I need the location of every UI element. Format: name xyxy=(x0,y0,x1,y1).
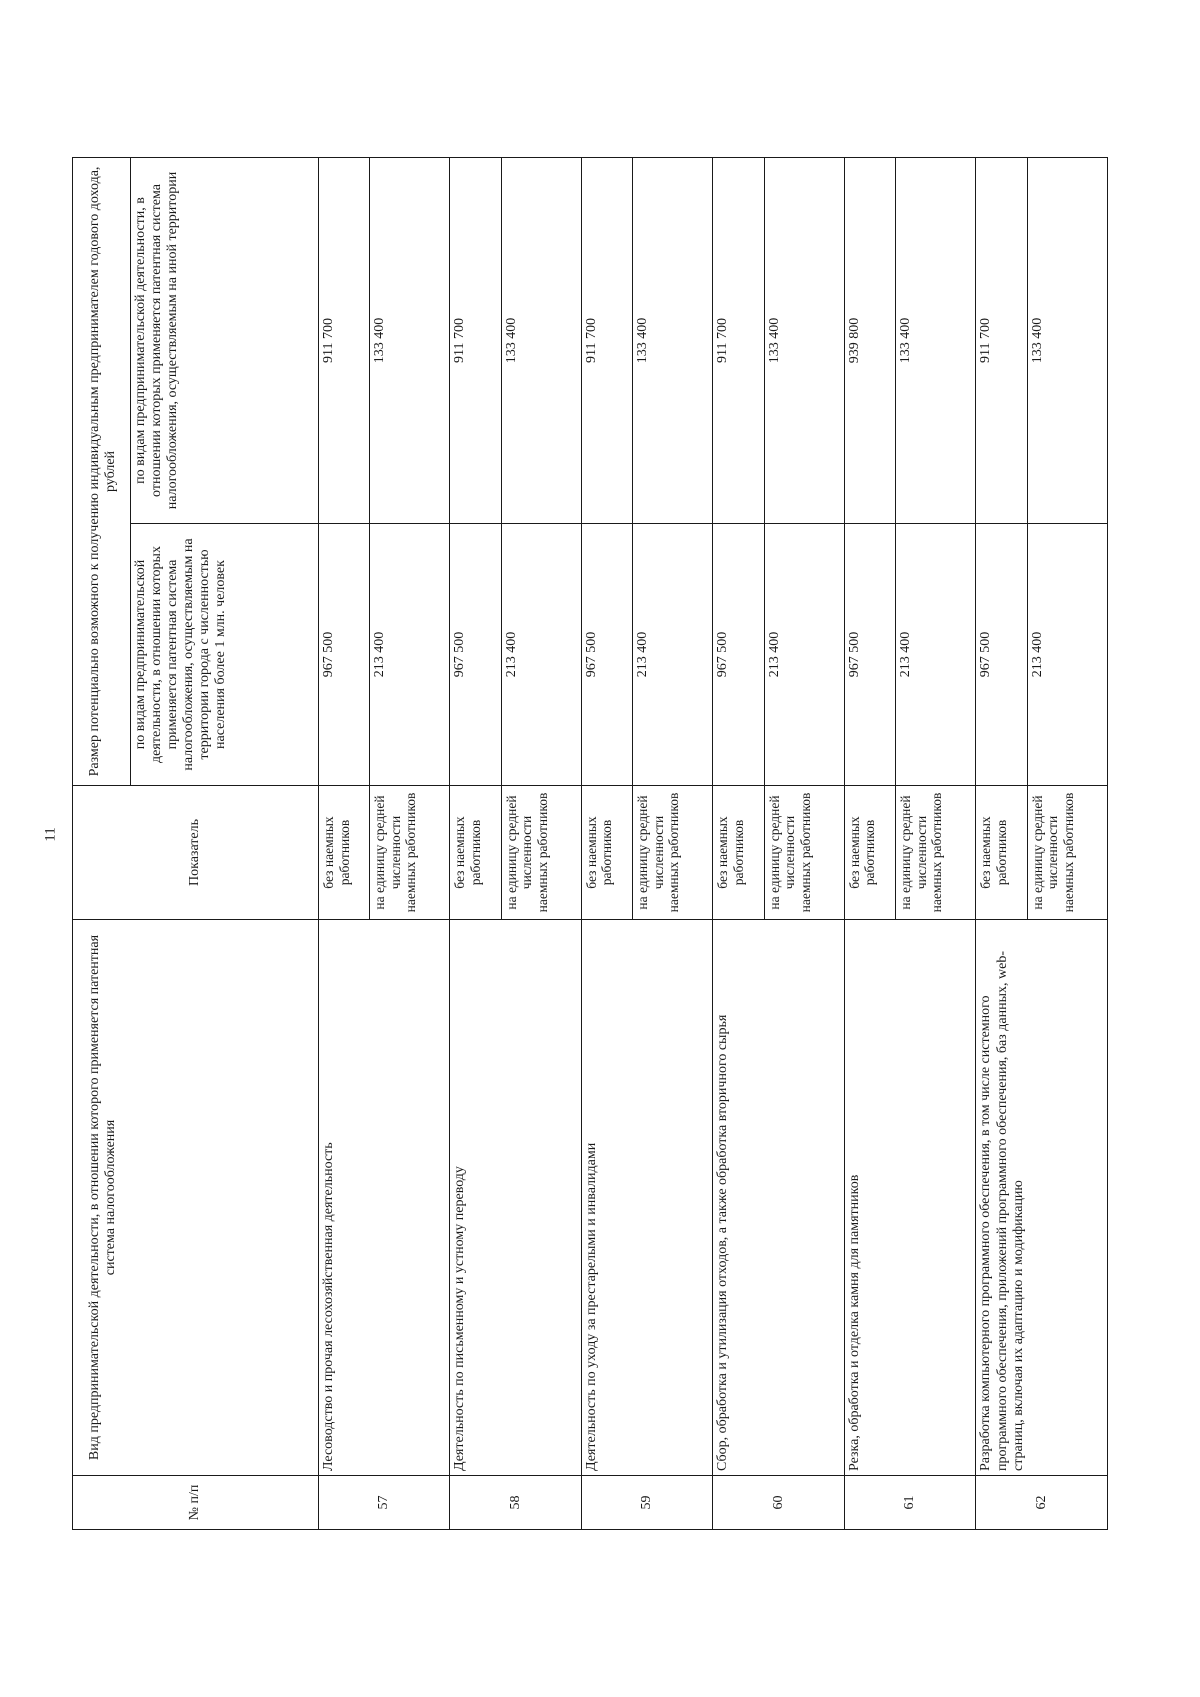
indicator: на единицу средней численности наемных работников xyxy=(501,786,581,920)
income-other-value: 133 400 xyxy=(1027,157,1107,523)
income-other-value: 911 700 xyxy=(319,157,370,523)
income-city-value: 967 500 xyxy=(713,524,764,786)
income-other-value: 911 700 xyxy=(713,157,764,523)
activity-name: Сбор, обработка и утилизация отходов, а также обработка вторичного сырья xyxy=(713,920,844,1476)
indicator: без наемных работников xyxy=(581,786,632,920)
indicator: без наемных работников xyxy=(713,786,764,920)
header-col-other: по видам предпринимательской деятельности, в отношении которых применяется патентная система налогообложения, осуществляемым на иной территории xyxy=(131,157,319,523)
income-other-value: 911 700 xyxy=(581,157,632,523)
indicator: на единицу средней численности наемных работников xyxy=(896,786,976,920)
income-city-value: 213 400 xyxy=(633,524,713,786)
income-other-value: 133 400 xyxy=(896,157,976,523)
activity-name: Разработка компьютерного программного обеспечения, в том числе системного программного обеспечения, приложений программного обеспечения, баз данных, web-страниц, включая их адаптацию и модификацию xyxy=(976,920,1108,1476)
indicator: без наемных работников xyxy=(976,786,1027,920)
header-indicator: Показатель xyxy=(73,786,319,920)
income-city-value: 213 400 xyxy=(764,524,844,786)
indicator: на единицу средней численности наемных работников xyxy=(1027,786,1107,920)
indicator: на единицу средней численности наемных работников xyxy=(370,786,450,920)
income-other-value: 133 400 xyxy=(764,157,844,523)
table-row xyxy=(319,157,370,1529)
rotated-table-wrapper xyxy=(72,158,1108,1530)
row-number: 60 xyxy=(713,1476,844,1530)
activity-name: Деятельность по письменному и устному переводу xyxy=(450,920,581,1476)
income-other-value: 939 800 xyxy=(844,157,895,523)
indicator: на единицу средней численности наемных работников xyxy=(633,786,713,920)
income-other-value: 911 700 xyxy=(976,157,1027,523)
indicator: на единицу средней численности наемных работников xyxy=(764,786,844,920)
income-other-value: 133 400 xyxy=(633,157,713,523)
activity-name: Лесоводство и прочая лесохозяйственная деятельность xyxy=(319,920,450,1476)
indicator: без наемных работников xyxy=(319,786,370,920)
income-city-value: 213 400 xyxy=(896,524,976,786)
income-city-value: 967 500 xyxy=(844,524,895,786)
row-number: 58 xyxy=(450,1476,581,1530)
indicator: без наемных работников xyxy=(450,786,501,920)
income-city-value: 213 400 xyxy=(1027,524,1107,786)
header-num: № п/п xyxy=(73,1476,319,1530)
income-city-value: 967 500 xyxy=(450,524,501,786)
table-row xyxy=(450,157,501,1529)
header-income-group: Размер потенциально возможного к получению индивидуальным предпринимателем годового дохода, рублей xyxy=(73,157,131,785)
header-col-city: по видам предпринимательской деятельности, в отношении которых применяется патентная система налогообложения, осуществляемым на территории города с численностью населения более 1 млн. человек xyxy=(131,524,319,786)
activity-name: Деятельность по уходу за престарелыми и инвалидами xyxy=(581,920,712,1476)
table-body xyxy=(319,157,1108,1529)
income-city-value: 967 500 xyxy=(581,524,632,786)
income-other-value: 911 700 xyxy=(450,157,501,523)
row-number: 61 xyxy=(844,1476,975,1530)
table-row xyxy=(844,157,895,1529)
income-other-value: 133 400 xyxy=(370,157,450,523)
header-activity: Вид предпринимательской деятельности, в отношении которого применяется патентная система налогообложения xyxy=(73,920,319,1476)
table-row xyxy=(581,157,632,1529)
row-number: 62 xyxy=(976,1476,1108,1530)
income-city-value: 213 400 xyxy=(501,524,581,786)
activity-name: Резка, обработка и отделка камня для памятников xyxy=(844,920,975,1476)
indicator: без наемных работников xyxy=(844,786,895,920)
income-city-value: 967 500 xyxy=(976,524,1027,786)
table-row xyxy=(976,157,1027,1529)
page-number: 11 xyxy=(42,827,59,842)
income-city-value: 967 500 xyxy=(319,524,370,786)
table-row xyxy=(713,157,764,1529)
row-number: 59 xyxy=(581,1476,712,1530)
income-city-value: 213 400 xyxy=(370,524,450,786)
tax-income-table xyxy=(72,157,1108,1530)
income-other-value: 133 400 xyxy=(501,157,581,523)
row-number: 57 xyxy=(319,1476,450,1530)
